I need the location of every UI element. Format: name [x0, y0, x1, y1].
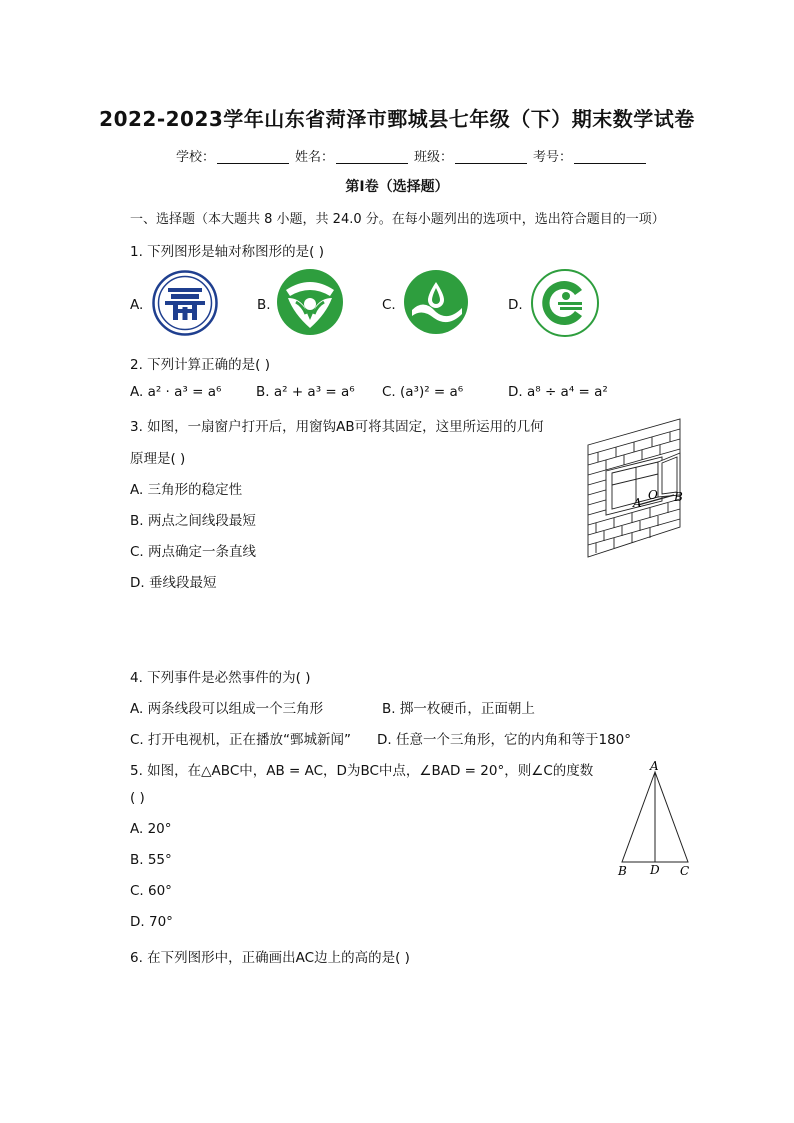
q4-option-d: D. 任意一个三角形，它的内角和等于180° [377, 732, 631, 748]
q3-option-a: A. 三角形的稳定性 [130, 482, 243, 498]
q3-option-b: B. 两点之间线段最短 [130, 513, 256, 529]
q1-label-b: B. [257, 297, 271, 313]
class-label: 班级： [414, 150, 454, 165]
q5-stem-line2: ( ) [130, 790, 145, 806]
page-title: 2022-2023学年山东省菏泽市鄄城县七年级（下）期末数学试卷 [99, 107, 695, 131]
school-blank[interactable] [217, 149, 289, 164]
q5-label-c: C [680, 864, 690, 878]
name-label: 姓名： [295, 150, 335, 165]
q3-label-o: O [648, 488, 658, 502]
q3-stem-line1: 3. 如图，一扇窗户打开后，用窗钩AB可将其固定，这里所运用的几何 [130, 419, 544, 435]
exam-no-blank[interactable] [574, 149, 646, 164]
school-label: 学校： [176, 150, 216, 165]
q5-label-a: A [650, 759, 659, 773]
q2-option-c: C. (a³)² = a⁶ [382, 384, 464, 400]
q1-stem: 1. 下列图形是轴对称图形的是( ) [130, 244, 324, 260]
part-heading: 一、选择题（本大题共 8 小题，共 24.0 分。在每小题列出的选项中，选出符合题目的一项） [130, 212, 665, 227]
q3-label-b: B [674, 490, 683, 504]
q1-label-d: D. [508, 297, 523, 313]
q2-option-d: D. a⁸ ÷ a⁴ = a² [508, 384, 608, 400]
q4-option-a: A. 两条线段可以组成一个三角形 [130, 701, 324, 717]
student-info-line [176, 146, 652, 165]
q3-stem-line2: 原理是( ) [130, 451, 186, 467]
q2-option-a: A. a² · a³ = a⁶ [130, 384, 222, 400]
q1-label-c: C. [382, 297, 396, 313]
q3-option-d: D. 垂线段最短 [130, 575, 217, 591]
q4-option-b: B. 掷一枚硬币，正面朝上 [382, 701, 535, 717]
q3-option-c: C. 两点确定一条直线 [130, 544, 257, 560]
q5-label-b: B [618, 864, 627, 878]
q1-logo-a-icon [151, 269, 219, 337]
q3-label-a: A [633, 496, 642, 510]
exam-no-label: 考号： [533, 150, 573, 165]
q1-label-a: A. [130, 297, 144, 313]
section-heading: 第I卷（选择题） [345, 179, 449, 195]
q2-stem: 2. 下列计算正确的是( ) [130, 357, 270, 373]
class-blank[interactable] [455, 149, 527, 164]
q6-stem: 6. 在下列图形中，正确画出AC边上的高的是( ) [130, 950, 410, 966]
q2-option-b: B. a² + a³ = a⁶ [256, 384, 355, 400]
q1-logo-d-icon [530, 268, 600, 338]
q5-option-a: A. 20° [130, 821, 172, 837]
q3-window-figure [582, 415, 694, 560]
q5-option-c: C. 60° [130, 883, 172, 899]
q1-logo-b-icon [276, 268, 344, 336]
q5-stem-line1: 5. 如图，在△ABC中，AB = AC，D为BC中点，∠BAD = 20°，则∠C的度数 [130, 763, 594, 779]
q5-label-d: D [650, 863, 660, 877]
q4-option-c: C. 打开电视机，正在播放“鄄城新闻” [130, 732, 351, 748]
q5-option-d: D. 70° [130, 914, 173, 930]
q5-triangle-figure [612, 758, 696, 882]
q5-option-b: B. 55° [130, 852, 172, 868]
name-blank[interactable] [336, 149, 408, 164]
q4-stem: 4. 下列事件是必然事件的为( ) [130, 670, 311, 686]
q1-logo-c-icon [402, 268, 470, 336]
